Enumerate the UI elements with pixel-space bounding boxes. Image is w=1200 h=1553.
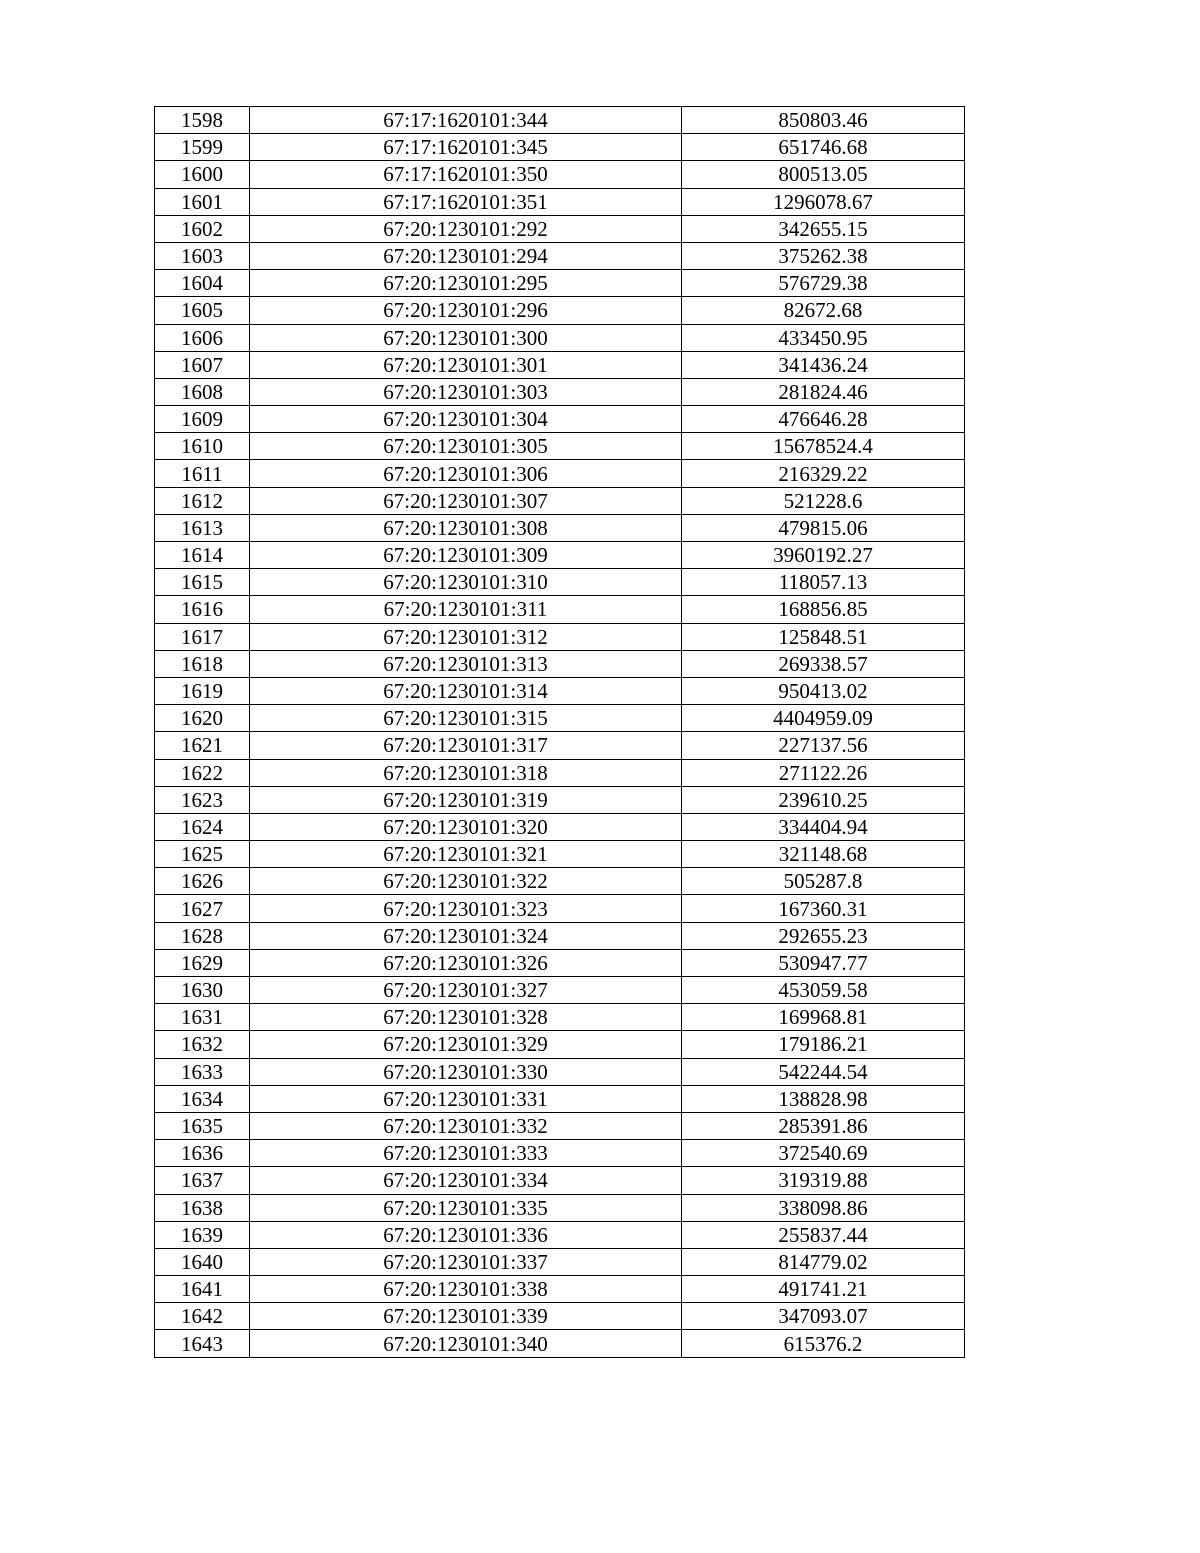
table-row bbox=[155, 677, 965, 704]
value-cell: 269338.57 bbox=[682, 650, 965, 677]
table-row bbox=[155, 977, 965, 1004]
row-number-cell: 1639 bbox=[155, 1221, 250, 1248]
cadastral-number-cell: 67:20:1230101:305 bbox=[250, 433, 682, 460]
cadastral-number-cell: 67:20:1230101:318 bbox=[250, 759, 682, 786]
row-number-cell: 1601 bbox=[155, 188, 250, 215]
value-cell: 950413.02 bbox=[682, 677, 965, 704]
cadastral-number-cell: 67:20:1230101:336 bbox=[250, 1221, 682, 1248]
value-cell: 347093.07 bbox=[682, 1303, 965, 1330]
table-row bbox=[155, 1194, 965, 1221]
table-row bbox=[155, 786, 965, 813]
table-row bbox=[155, 569, 965, 596]
row-number-cell: 1608 bbox=[155, 378, 250, 405]
cadastral-number-cell: 67:20:1230101:340 bbox=[250, 1330, 682, 1357]
cadastral-number-cell: 67:20:1230101:292 bbox=[250, 215, 682, 242]
table-row bbox=[155, 868, 965, 895]
cadastral-number-cell: 67:20:1230101:323 bbox=[250, 895, 682, 922]
table-row bbox=[155, 623, 965, 650]
row-number-cell: 1621 bbox=[155, 732, 250, 759]
row-number-cell: 1631 bbox=[155, 1004, 250, 1031]
value-cell: 800513.05 bbox=[682, 161, 965, 188]
value-cell: 542244.54 bbox=[682, 1058, 965, 1085]
value-cell: 814779.02 bbox=[682, 1248, 965, 1275]
cadastral-number-cell: 67:20:1230101:307 bbox=[250, 487, 682, 514]
table-row bbox=[155, 188, 965, 215]
value-cell: 15678524.4 bbox=[682, 433, 965, 460]
cadastral-number-cell: 67:20:1230101:303 bbox=[250, 378, 682, 405]
row-number-cell: 1616 bbox=[155, 596, 250, 623]
table-row bbox=[155, 759, 965, 786]
row-number-cell: 1614 bbox=[155, 542, 250, 569]
row-number-cell: 1636 bbox=[155, 1140, 250, 1167]
row-number-cell: 1620 bbox=[155, 705, 250, 732]
row-number-cell: 1634 bbox=[155, 1085, 250, 1112]
cadastral-number-cell: 67:20:1230101:313 bbox=[250, 650, 682, 677]
value-cell: 375262.38 bbox=[682, 242, 965, 269]
row-number-cell: 1624 bbox=[155, 813, 250, 840]
cadastral-number-cell: 67:20:1230101:310 bbox=[250, 569, 682, 596]
cadastral-number-cell: 67:20:1230101:306 bbox=[250, 460, 682, 487]
row-number-cell: 1602 bbox=[155, 215, 250, 242]
cadastral-number-cell: 67:20:1230101:326 bbox=[250, 949, 682, 976]
table-row bbox=[155, 542, 965, 569]
table-row bbox=[155, 297, 965, 324]
table-row bbox=[155, 270, 965, 297]
table-row bbox=[155, 107, 965, 134]
value-cell: 168856.85 bbox=[682, 596, 965, 623]
value-cell: 239610.25 bbox=[682, 786, 965, 813]
value-cell: 576729.38 bbox=[682, 270, 965, 297]
value-cell: 491741.21 bbox=[682, 1276, 965, 1303]
cadastral-number-cell: 67:20:1230101:337 bbox=[250, 1248, 682, 1275]
table-row bbox=[155, 596, 965, 623]
row-number-cell: 1611 bbox=[155, 460, 250, 487]
row-number-cell: 1626 bbox=[155, 868, 250, 895]
value-cell: 505287.8 bbox=[682, 868, 965, 895]
table-row bbox=[155, 1085, 965, 1112]
row-number-cell: 1628 bbox=[155, 922, 250, 949]
value-cell: 255837.44 bbox=[682, 1221, 965, 1248]
table-row bbox=[155, 1112, 965, 1139]
value-cell: 138828.98 bbox=[682, 1085, 965, 1112]
row-number-cell: 1603 bbox=[155, 242, 250, 269]
row-number-cell: 1638 bbox=[155, 1194, 250, 1221]
value-cell: 281824.46 bbox=[682, 378, 965, 405]
table-row bbox=[155, 1031, 965, 1058]
cadastral-number-cell: 67:20:1230101:311 bbox=[250, 596, 682, 623]
row-number-cell: 1641 bbox=[155, 1276, 250, 1303]
value-cell: 125848.51 bbox=[682, 623, 965, 650]
value-cell: 179186.21 bbox=[682, 1031, 965, 1058]
row-number-cell: 1635 bbox=[155, 1112, 250, 1139]
table-row bbox=[155, 1004, 965, 1031]
row-number-cell: 1609 bbox=[155, 406, 250, 433]
table-row bbox=[155, 1140, 965, 1167]
data-table bbox=[154, 106, 965, 1358]
value-cell: 3960192.27 bbox=[682, 542, 965, 569]
value-cell: 118057.13 bbox=[682, 569, 965, 596]
value-cell: 433450.95 bbox=[682, 324, 965, 351]
value-cell: 292655.23 bbox=[682, 922, 965, 949]
row-number-cell: 1625 bbox=[155, 841, 250, 868]
value-cell: 4404959.09 bbox=[682, 705, 965, 732]
row-number-cell: 1618 bbox=[155, 650, 250, 677]
value-cell: 338098.86 bbox=[682, 1194, 965, 1221]
row-number-cell: 1598 bbox=[155, 107, 250, 134]
row-number-cell: 1629 bbox=[155, 949, 250, 976]
value-cell: 285391.86 bbox=[682, 1112, 965, 1139]
value-cell: 476646.28 bbox=[682, 406, 965, 433]
table-row bbox=[155, 406, 965, 433]
value-cell: 850803.46 bbox=[682, 107, 965, 134]
row-number-cell: 1640 bbox=[155, 1248, 250, 1275]
row-number-cell: 1604 bbox=[155, 270, 250, 297]
cadastral-number-cell: 67:20:1230101:330 bbox=[250, 1058, 682, 1085]
row-number-cell: 1642 bbox=[155, 1303, 250, 1330]
row-number-cell: 1619 bbox=[155, 677, 250, 704]
table-row bbox=[155, 134, 965, 161]
cadastral-number-cell: 67:20:1230101:320 bbox=[250, 813, 682, 840]
value-cell: 615376.2 bbox=[682, 1330, 965, 1357]
value-cell: 342655.15 bbox=[682, 215, 965, 242]
cadastral-number-cell: 67:20:1230101:308 bbox=[250, 514, 682, 541]
table-row bbox=[155, 922, 965, 949]
table-row bbox=[155, 949, 965, 976]
value-cell: 334404.94 bbox=[682, 813, 965, 840]
table-row bbox=[155, 813, 965, 840]
table-row bbox=[155, 378, 965, 405]
table-row bbox=[155, 1303, 965, 1330]
cadastral-number-cell: 67:20:1230101:296 bbox=[250, 297, 682, 324]
table-row bbox=[155, 460, 965, 487]
row-number-cell: 1637 bbox=[155, 1167, 250, 1194]
cadastral-number-cell: 67:17:1620101:344 bbox=[250, 107, 682, 134]
cadastral-number-cell: 67:20:1230101:335 bbox=[250, 1194, 682, 1221]
row-number-cell: 1605 bbox=[155, 297, 250, 324]
table-row bbox=[155, 161, 965, 188]
value-cell: 169968.81 bbox=[682, 1004, 965, 1031]
value-cell: 479815.06 bbox=[682, 514, 965, 541]
table-row bbox=[155, 1167, 965, 1194]
row-number-cell: 1623 bbox=[155, 786, 250, 813]
table-row bbox=[155, 1221, 965, 1248]
cadastral-number-cell: 67:20:1230101:314 bbox=[250, 677, 682, 704]
value-cell: 319319.88 bbox=[682, 1167, 965, 1194]
table-row bbox=[155, 242, 965, 269]
cadastral-number-cell: 67:17:1620101:351 bbox=[250, 188, 682, 215]
cadastral-number-cell: 67:20:1230101:322 bbox=[250, 868, 682, 895]
table-row bbox=[155, 1330, 965, 1357]
row-number-cell: 1612 bbox=[155, 487, 250, 514]
table-row bbox=[155, 487, 965, 514]
table-row bbox=[155, 895, 965, 922]
row-number-cell: 1615 bbox=[155, 569, 250, 596]
row-number-cell: 1607 bbox=[155, 351, 250, 378]
row-number-cell: 1622 bbox=[155, 759, 250, 786]
row-number-cell: 1600 bbox=[155, 161, 250, 188]
value-cell: 521228.6 bbox=[682, 487, 965, 514]
table-row bbox=[155, 705, 965, 732]
cadastral-number-cell: 67:20:1230101:338 bbox=[250, 1276, 682, 1303]
cadastral-number-cell: 67:20:1230101:319 bbox=[250, 786, 682, 813]
cadastral-number-cell: 67:20:1230101:339 bbox=[250, 1303, 682, 1330]
cadastral-number-cell: 67:20:1230101:294 bbox=[250, 242, 682, 269]
cadastral-number-cell: 67:20:1230101:324 bbox=[250, 922, 682, 949]
value-cell: 227137.56 bbox=[682, 732, 965, 759]
value-cell: 1296078.67 bbox=[682, 188, 965, 215]
value-cell: 271122.26 bbox=[682, 759, 965, 786]
table-body bbox=[155, 107, 965, 1358]
value-cell: 530947.77 bbox=[682, 949, 965, 976]
value-cell: 321148.68 bbox=[682, 841, 965, 868]
row-number-cell: 1643 bbox=[155, 1330, 250, 1357]
table-row bbox=[155, 351, 965, 378]
table-row bbox=[155, 215, 965, 242]
table-row bbox=[155, 650, 965, 677]
row-number-cell: 1610 bbox=[155, 433, 250, 460]
row-number-cell: 1606 bbox=[155, 324, 250, 351]
cadastral-number-cell: 67:20:1230101:312 bbox=[250, 623, 682, 650]
cadastral-number-cell: 67:20:1230101:309 bbox=[250, 542, 682, 569]
table-row bbox=[155, 324, 965, 351]
cadastral-number-cell: 67:20:1230101:333 bbox=[250, 1140, 682, 1167]
cadastral-number-cell: 67:17:1620101:350 bbox=[250, 161, 682, 188]
value-cell: 453059.58 bbox=[682, 977, 965, 1004]
table-row bbox=[155, 514, 965, 541]
cadastral-number-cell: 67:20:1230101:301 bbox=[250, 351, 682, 378]
row-number-cell: 1599 bbox=[155, 134, 250, 161]
row-number-cell: 1627 bbox=[155, 895, 250, 922]
cadastral-number-cell: 67:17:1620101:345 bbox=[250, 134, 682, 161]
value-cell: 651746.68 bbox=[682, 134, 965, 161]
cadastral-number-cell: 67:20:1230101:304 bbox=[250, 406, 682, 433]
value-cell: 216329.22 bbox=[682, 460, 965, 487]
cadastral-number-cell: 67:20:1230101:317 bbox=[250, 732, 682, 759]
value-cell: 372540.69 bbox=[682, 1140, 965, 1167]
row-number-cell: 1632 bbox=[155, 1031, 250, 1058]
table-row bbox=[155, 433, 965, 460]
table-row bbox=[155, 1058, 965, 1085]
row-number-cell: 1630 bbox=[155, 977, 250, 1004]
row-number-cell: 1613 bbox=[155, 514, 250, 541]
cadastral-number-cell: 67:20:1230101:328 bbox=[250, 1004, 682, 1031]
cadastral-number-cell: 67:20:1230101:300 bbox=[250, 324, 682, 351]
cadastral-number-cell: 67:20:1230101:321 bbox=[250, 841, 682, 868]
cadastral-number-cell: 67:20:1230101:334 bbox=[250, 1167, 682, 1194]
table-row bbox=[155, 1248, 965, 1275]
cadastral-number-cell: 67:20:1230101:329 bbox=[250, 1031, 682, 1058]
cadastral-number-cell: 67:20:1230101:332 bbox=[250, 1112, 682, 1139]
table-row bbox=[155, 841, 965, 868]
value-cell: 341436.24 bbox=[682, 351, 965, 378]
table-row bbox=[155, 1276, 965, 1303]
cadastral-number-cell: 67:20:1230101:295 bbox=[250, 270, 682, 297]
cadastral-number-cell: 67:20:1230101:327 bbox=[250, 977, 682, 1004]
cadastral-number-cell: 67:20:1230101:315 bbox=[250, 705, 682, 732]
cadastral-number-cell: 67:20:1230101:331 bbox=[250, 1085, 682, 1112]
value-cell: 167360.31 bbox=[682, 895, 965, 922]
value-cell: 82672.68 bbox=[682, 297, 965, 324]
table-row bbox=[155, 732, 965, 759]
row-number-cell: 1633 bbox=[155, 1058, 250, 1085]
row-number-cell: 1617 bbox=[155, 623, 250, 650]
